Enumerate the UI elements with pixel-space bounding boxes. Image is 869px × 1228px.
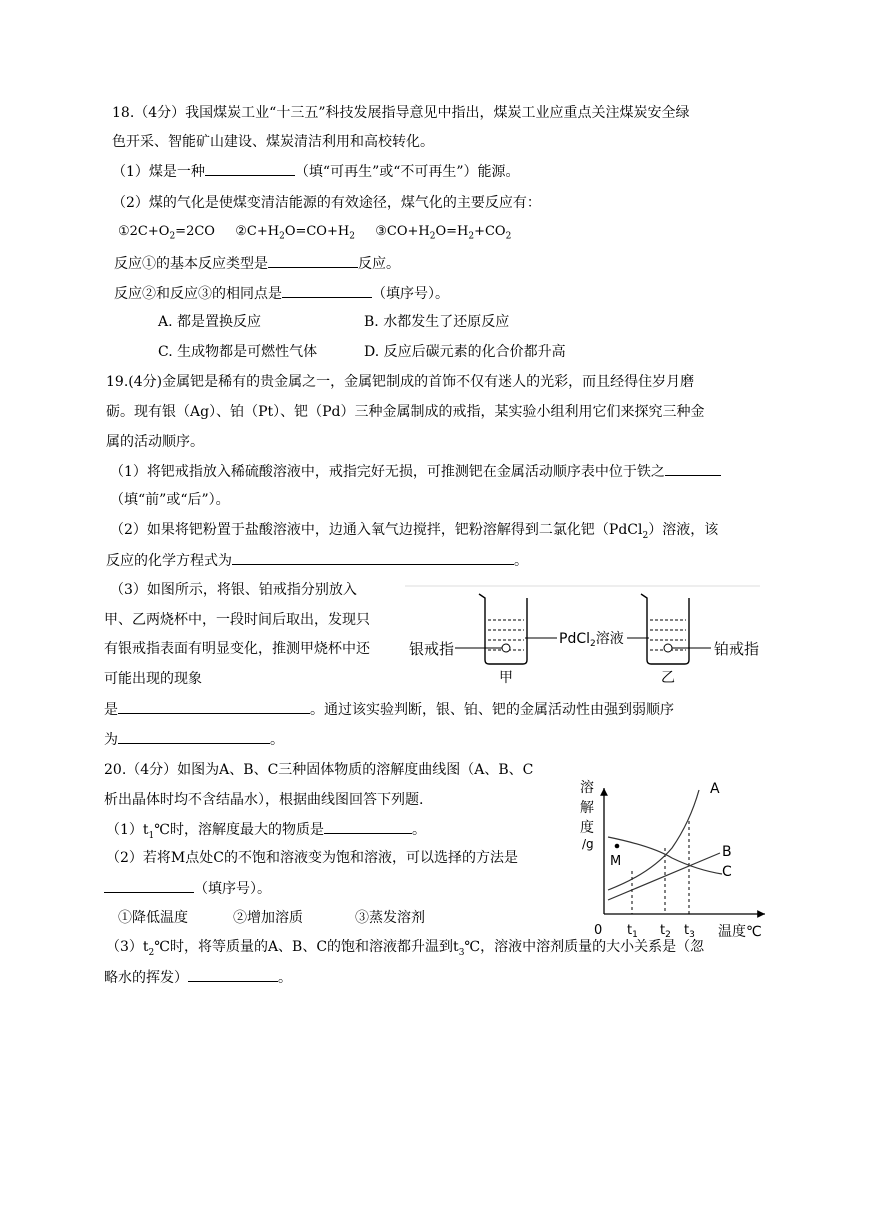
q18-part2: （2）煤的气化是使煤变清洁能源的有效途径，煤气化的主要反应有： bbox=[112, 195, 541, 211]
q19-line1: 19.(4分)金属钯是稀有的贵金属之一，金属钯制成的首饰不仅有迷人的光彩，而且经得住岁月磨 bbox=[106, 374, 695, 390]
x-tick-t3: $t_3$ bbox=[684, 923, 695, 940]
label-solution: PdCl$_2$溶液 bbox=[559, 631, 624, 649]
reaction-1: $①2C+O_2=2CO$ bbox=[118, 224, 215, 242]
q20-option-3: ③蒸发溶剂 bbox=[355, 910, 425, 926]
silver-ring-icon bbox=[502, 644, 510, 652]
q19-part2: （2）如果将钯粉置于盐酸溶液中，边通入氧气边搅拌，钯粉溶解得到二氯化钯（PdCl$_2$）溶液，该 bbox=[110, 522, 719, 541]
q18-ask1: 反应①的基本反应类型是 反应。 bbox=[114, 253, 400, 274]
platinum-ring-icon bbox=[664, 644, 672, 652]
q18-ask2-blank[interactable] bbox=[282, 283, 372, 298]
q18-line2: 色开采、智能矿山建设、煤炭清洁利用和高校转化。 bbox=[112, 134, 434, 150]
q18-option-b: B. 水都发生了还原反应 bbox=[364, 314, 510, 330]
q20-part1: $(1)t_1℃$时，溶解度最大的物质是 。 bbox=[106, 819, 426, 840]
q19-part3-l3: 有银戒指表面有明显变化，推测甲烧杯中还 bbox=[104, 641, 370, 657]
series-c-label: C bbox=[722, 864, 732, 880]
q20-option-2: ②增加溶质 bbox=[233, 910, 303, 926]
q19-line3: 属的活动顺序。 bbox=[106, 434, 204, 450]
q19-phenomenon-blank[interactable] bbox=[118, 699, 310, 714]
q18-part1 bbox=[112, 161, 520, 182]
solubility-chart bbox=[572, 768, 772, 943]
q18-option-c: C. 生成物都是可燃性气体 bbox=[158, 344, 318, 360]
q18-part1-blank[interactable] bbox=[205, 161, 295, 176]
reaction-3: $③CO+H_2O=H_2+CO_2$ bbox=[375, 224, 512, 242]
q19-equation-blank[interactable] bbox=[232, 550, 514, 565]
q19-part1-blank[interactable] bbox=[665, 461, 721, 476]
q18-option-d: D. 反应后碳元素的化合价都升高 bbox=[364, 344, 566, 360]
q20-part2-blank[interactable] bbox=[104, 878, 194, 893]
label-silver-ring: 银戒指 bbox=[409, 640, 455, 658]
y-label-2: 解 bbox=[580, 800, 594, 816]
label-platinum-ring: 铂戒指 bbox=[714, 640, 760, 658]
beaker-yi bbox=[641, 594, 689, 664]
x-tick-0: 0 bbox=[594, 923, 603, 938]
q18-ask2: 反应②和反应③的相同点是 （填序号）。 bbox=[114, 283, 449, 304]
y-label-4: /g bbox=[582, 837, 594, 851]
q19-order-blank[interactable] bbox=[118, 729, 270, 744]
series-a-label: A bbox=[710, 781, 720, 797]
q20-line1: 20.（4分）如图为A、B、C三种固体物质的溶解度曲线图（A、B、C bbox=[104, 762, 534, 778]
q19-part3-l4: 可能出现的现象 bbox=[104, 671, 202, 687]
beaker-figure bbox=[405, 584, 767, 690]
q20-part2: （2）若将M点处C的不饱和溶液变为饱和溶液，可以选择的方法是 bbox=[106, 850, 518, 866]
y-label-3: 度 bbox=[580, 820, 594, 836]
q19-part3-l2: 甲、乙两烧杯中，一段时间后取出，发现只 bbox=[104, 612, 370, 628]
q18-line1: 18.（4分）我国煤炭工业“十三五”科技发展指导意见中指出，煤炭工业应重点关注煤炭安全绿 bbox=[112, 105, 690, 121]
q19-part2-c: 反应的化学方程式为 。 bbox=[106, 550, 528, 571]
q19-part1-b: （填“前”或“后”）。 bbox=[110, 492, 230, 508]
reaction-2: $②C+H_2O=CO+H_2$ bbox=[235, 224, 355, 242]
q20-part2-b: （填序号）。 bbox=[104, 878, 271, 899]
q20-line2: 析出晶体时均不含结晶水），根据曲线图回答下列题. bbox=[104, 792, 424, 808]
q19-part3-l6: 为 。 bbox=[104, 729, 284, 750]
q20-option-1: ①降低温度 bbox=[118, 910, 188, 926]
q20-part1-blank[interactable] bbox=[324, 819, 412, 834]
beaker-jia bbox=[479, 594, 527, 664]
y-label-1: 溶 bbox=[580, 780, 594, 796]
label-beaker-jia: 甲 bbox=[499, 670, 513, 686]
q18-reactions bbox=[118, 222, 511, 242]
q20-part3-b: 略水的挥发） 。 bbox=[104, 967, 292, 988]
curve-b bbox=[608, 853, 720, 900]
series-b-label: B bbox=[722, 844, 732, 860]
point-m bbox=[615, 844, 620, 849]
q18-part1-text-b: （填“可再生”或“不可再生”）能源。 bbox=[294, 164, 520, 180]
point-m-label: M bbox=[610, 854, 622, 869]
q18-part1-text-a: （1）煤是一种 bbox=[112, 164, 205, 180]
x-axis-label: 温度℃ bbox=[718, 924, 762, 940]
x-tick-t2: $t_2$ bbox=[660, 923, 671, 940]
q20-part3: $(3)t_2℃$时，将等质量的A、B、C的饱和溶液都升温到$t_3℃$，溶液中溶剂质量的大小关系是（忽 bbox=[106, 939, 705, 958]
label-beaker-yi: 乙 bbox=[661, 670, 675, 686]
x-tick-t1: $t_1$ bbox=[627, 923, 638, 940]
q18-option-a: A. 都是置换反应 bbox=[158, 314, 262, 330]
q19-part1: （1）将钯戒指放入稀硫酸溶液中，戒指完好无损，可推测钯在金属活动顺序表中位于铁之 bbox=[110, 461, 721, 482]
q18-ask1-blank[interactable] bbox=[268, 253, 358, 268]
q20-part3-blank[interactable] bbox=[188, 967, 278, 982]
q19-part3-l1: （3）如图所示，将银、铂戒指分别放入 bbox=[110, 582, 357, 598]
q19-line2: 砺。现有银（Ag）、铂（Pt）、钯（Pd）三种金属制成的戒指，某实验小组利用它们来探究三种金 bbox=[106, 404, 705, 420]
q19-part3-l5: 是 。通过该实验判断，银、铂、钯的金属活动性由强到弱顺序 bbox=[104, 699, 674, 720]
